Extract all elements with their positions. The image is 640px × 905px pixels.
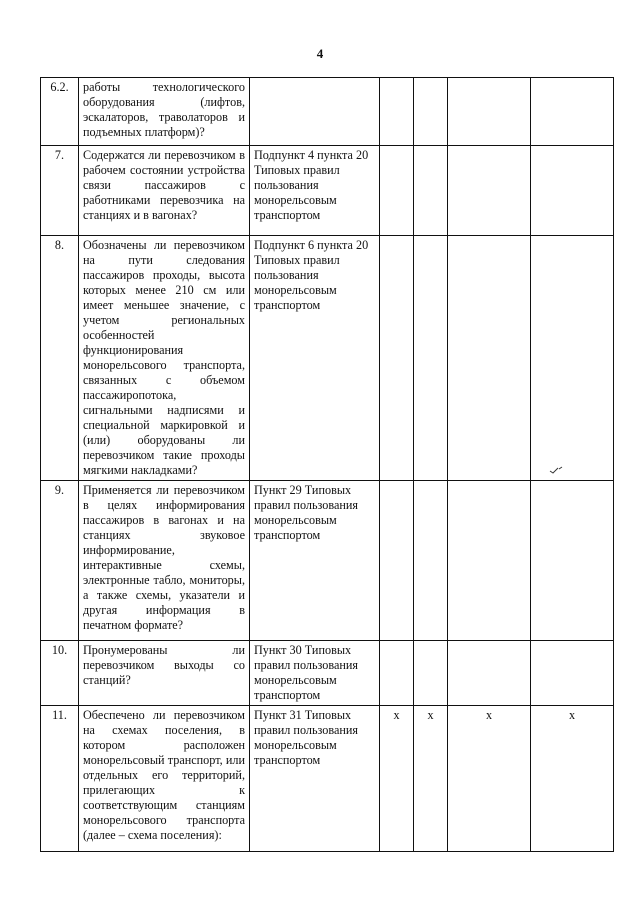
question-cell: Пронумерованы ли перевозчиком выходы со станций? — [79, 641, 250, 706]
note-cell — [531, 146, 614, 236]
note-cell — [531, 641, 614, 706]
answer-yes-cell — [380, 481, 414, 641]
row-number: 8. — [41, 236, 79, 481]
question-cell: Содержатся ли перевозчиком в рабочем состоянии устройства связи пассажиров с работниками перевозчика на станциях и в вагонах? — [79, 146, 250, 236]
answer-no-cell — [414, 641, 448, 706]
table-row — [41, 236, 614, 481]
answer-no-cell — [414, 481, 448, 641]
note-cell: x — [531, 706, 614, 852]
row-number: 10. — [41, 641, 79, 706]
row-number: 7. — [41, 146, 79, 236]
reference-cell: Пункт 30 Типовых правил пользования монорельсовым транспортом — [250, 641, 380, 706]
reference-cell: Пункт 31 Типовых правил пользования монорельсовым транспортом — [250, 706, 380, 852]
row-number: 6.2. — [41, 78, 79, 146]
reference-cell: Пункт 29 Типовых правил пользования монорельсовым транспортом — [250, 481, 380, 641]
reference-cell — [250, 78, 380, 146]
not-applicable-cell — [448, 481, 531, 641]
question-cell: работы технологического оборудования (лифтов, эскалаторов, траволаторов и подъемных платформ)? — [79, 78, 250, 146]
not-applicable-cell — [448, 146, 531, 236]
answer-yes-cell — [380, 78, 414, 146]
row-number: 11. — [41, 706, 79, 852]
answer-yes-cell: x — [380, 706, 414, 852]
question-cell: Применяется ли перевозчиком в целях информирования пассажиров в вагонах и на станциях звуковое информирование, интерактивные схемы, электронные табло, мониторы, а также схемы, указатели и другая информация в печатном формате? — [79, 481, 250, 641]
answer-no-cell — [414, 146, 448, 236]
row-number: 9. — [41, 481, 79, 641]
table-row — [41, 146, 614, 236]
question-cell: Обозначены ли перевозчиком на пути следования пассажиров проходы, высота которых менее 210 см или имеет меньшее значение, с учетом региональных особенностей функционирования монорельсового транспорта, связанных с объемом пассажиропотока, сигнальными надписями и специальной маркировкой и (или) оборудованы ли перевозчиком такие проходы мягкими накладками? — [79, 236, 250, 481]
not-applicable-cell — [448, 78, 531, 146]
pen-tick-icon — [549, 466, 563, 474]
reference-cell: Подпункт 6 пункта 20 Типовых правил пользования монорельсовым транспортом — [250, 236, 380, 481]
note-cell — [531, 78, 614, 146]
note-cell — [531, 236, 614, 481]
page-number: 4 — [316, 46, 324, 61]
not-applicable-cell — [448, 641, 531, 706]
question-cell: Обеспечено ли перевозчиком на схемах поселения, в котором расположен монорельсовый транспорт, или отдельных его территорий, прилегающих к соответствующим станциям монорельсового транспорта (далее – схема поселения): — [79, 706, 250, 852]
answer-yes-cell — [380, 236, 414, 481]
answer-no-cell — [414, 78, 448, 146]
answer-yes-cell — [380, 641, 414, 706]
table-row — [41, 481, 614, 641]
answer-yes-cell — [380, 146, 414, 236]
table-row — [41, 706, 614, 852]
answer-no-cell — [414, 236, 448, 481]
table-row — [41, 78, 614, 146]
note-cell — [531, 481, 614, 641]
checklist-table — [40, 77, 614, 852]
table-row — [41, 641, 614, 706]
not-applicable-cell — [448, 236, 531, 481]
reference-cell: Подпункт 4 пункта 20 Типовых правил пользования монорельсовым транспортом — [250, 146, 380, 236]
not-applicable-cell: x — [448, 706, 531, 852]
answer-no-cell: x — [414, 706, 448, 852]
